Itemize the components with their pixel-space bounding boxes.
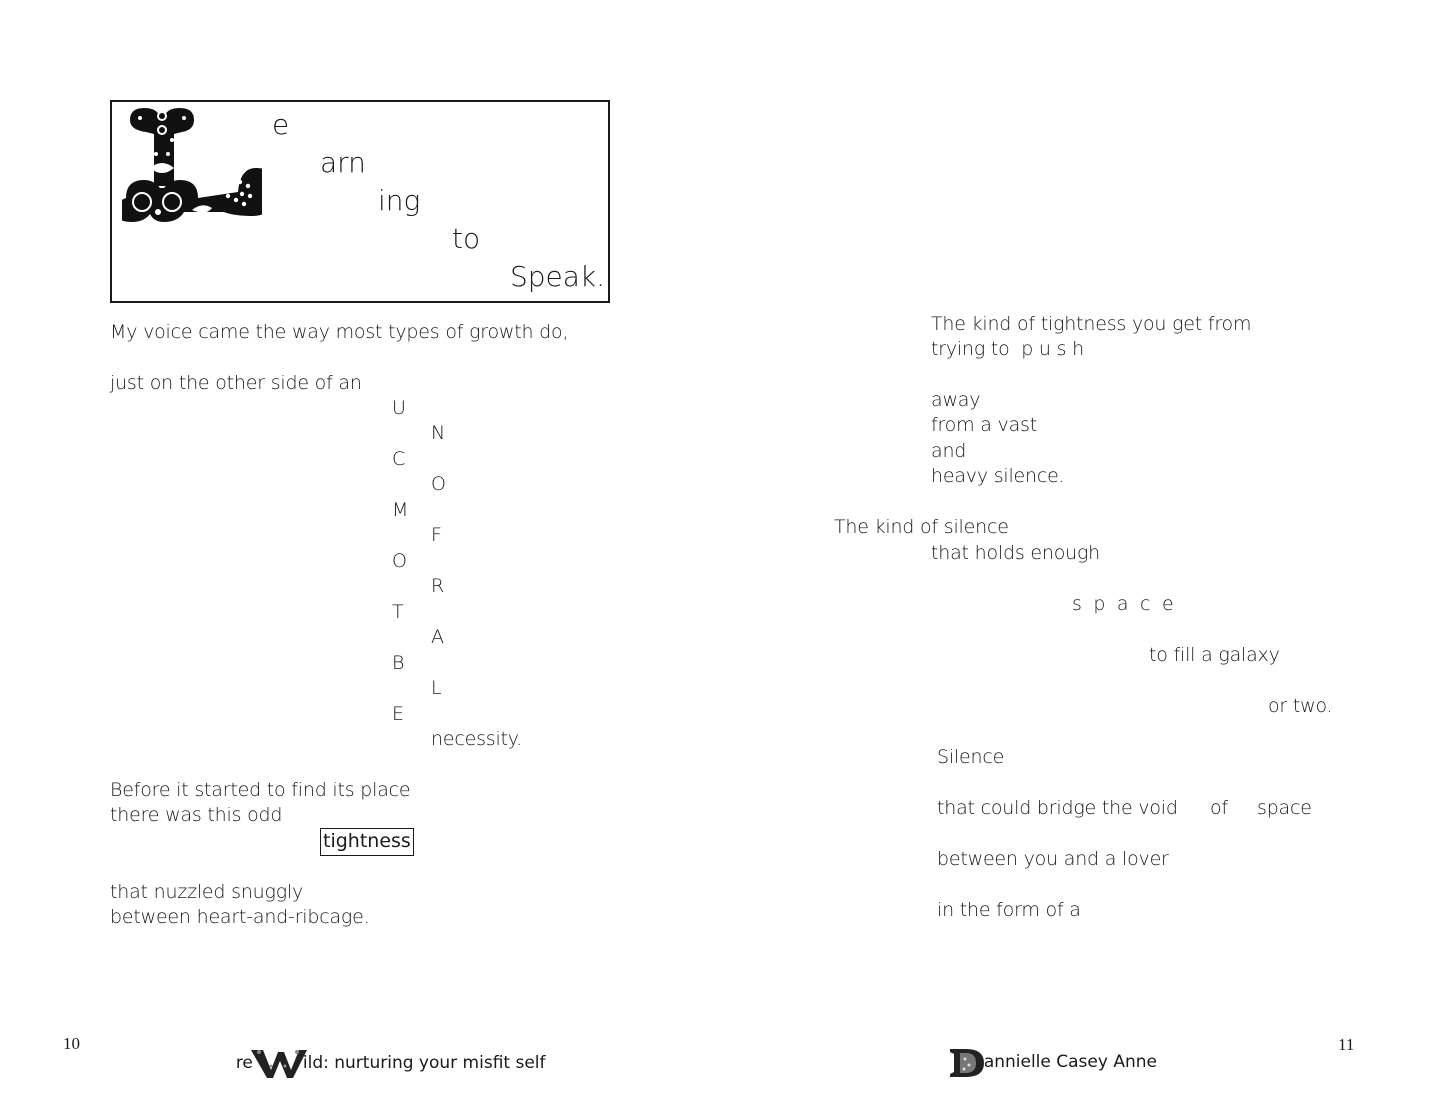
title-part-ing: ing bbox=[378, 184, 421, 217]
poem-line: between you and a lover bbox=[937, 848, 1169, 870]
poem-line: My voice came the way most types of growth do, bbox=[110, 321, 569, 343]
footer-book-title bbox=[225, 1026, 546, 1080]
poem-line: or two. bbox=[1268, 695, 1333, 717]
poem-line: between heart-and-ribcage. bbox=[110, 906, 370, 928]
title-part-e: e bbox=[272, 108, 290, 141]
poem-line: there was this odd bbox=[110, 804, 283, 826]
vertical-letter: O bbox=[392, 550, 407, 572]
poem-line: trying to p u s h bbox=[931, 338, 1084, 360]
poem-line: that could bridge the void bbox=[937, 797, 1178, 819]
vertical-letter: T bbox=[392, 601, 404, 623]
vertical-letter: A bbox=[431, 626, 444, 648]
vertical-letter: C bbox=[392, 448, 406, 470]
vertical-letter: F bbox=[431, 524, 442, 546]
vertical-letter: O bbox=[431, 473, 446, 495]
poem-line: s p a c e bbox=[1072, 593, 1174, 615]
poem-line: in the form of a bbox=[937, 899, 1081, 921]
title-part-speak: Speak. bbox=[510, 260, 606, 293]
title-box bbox=[110, 100, 610, 303]
poem-line: and bbox=[931, 440, 967, 462]
ornate-letter-w-icon bbox=[249, 1046, 307, 1080]
poem-line: necessity. bbox=[431, 728, 522, 750]
vertical-letter: M bbox=[392, 499, 409, 521]
vertical-letter: R bbox=[431, 575, 445, 597]
poem-line: that nuzzled snuggly bbox=[110, 881, 304, 903]
vertical-letter: N bbox=[431, 422, 446, 444]
title-part-arn: arn bbox=[320, 146, 366, 179]
vertical-letter: B bbox=[392, 652, 405, 674]
title-part-to: to bbox=[452, 222, 481, 255]
poem-word: of bbox=[1210, 797, 1228, 819]
poem-line: The kind of silence bbox=[834, 516, 1009, 538]
poem-line: to fill a galaxy bbox=[1149, 644, 1280, 666]
poem-line: The kind of tightness you get from bbox=[931, 313, 1252, 335]
page-number-right: 11 bbox=[1338, 1035, 1355, 1054]
poem-line: that holds enough bbox=[931, 542, 1101, 564]
vertical-letter: U bbox=[392, 397, 406, 419]
poem-line: Silence bbox=[937, 746, 1005, 768]
page-number-left: 10 bbox=[63, 1034, 80, 1053]
vertical-letter: E bbox=[392, 703, 404, 725]
poem-line: heavy silence. bbox=[931, 465, 1065, 487]
poem-line: away bbox=[931, 389, 981, 411]
footer-suffix: ild: nurturing your misfit self bbox=[302, 1053, 546, 1073]
poem-line: from a vast bbox=[931, 414, 1037, 436]
footer-prefix: re bbox=[235, 1053, 253, 1073]
vertical-letter: L bbox=[431, 677, 442, 699]
footer-author bbox=[937, 1025, 1157, 1079]
ornate-drop-cap-l-icon bbox=[122, 106, 262, 236]
poem-line: just on the other side of an bbox=[110, 372, 362, 394]
ornate-letter-d-icon bbox=[948, 1045, 986, 1079]
boxed-word-tightness: tightness bbox=[320, 828, 414, 856]
poem-line: Before it started to find its place bbox=[110, 779, 411, 801]
poem-word: space bbox=[1257, 797, 1312, 819]
footer-author-name: annielle Casey Anne bbox=[983, 1052, 1157, 1072]
